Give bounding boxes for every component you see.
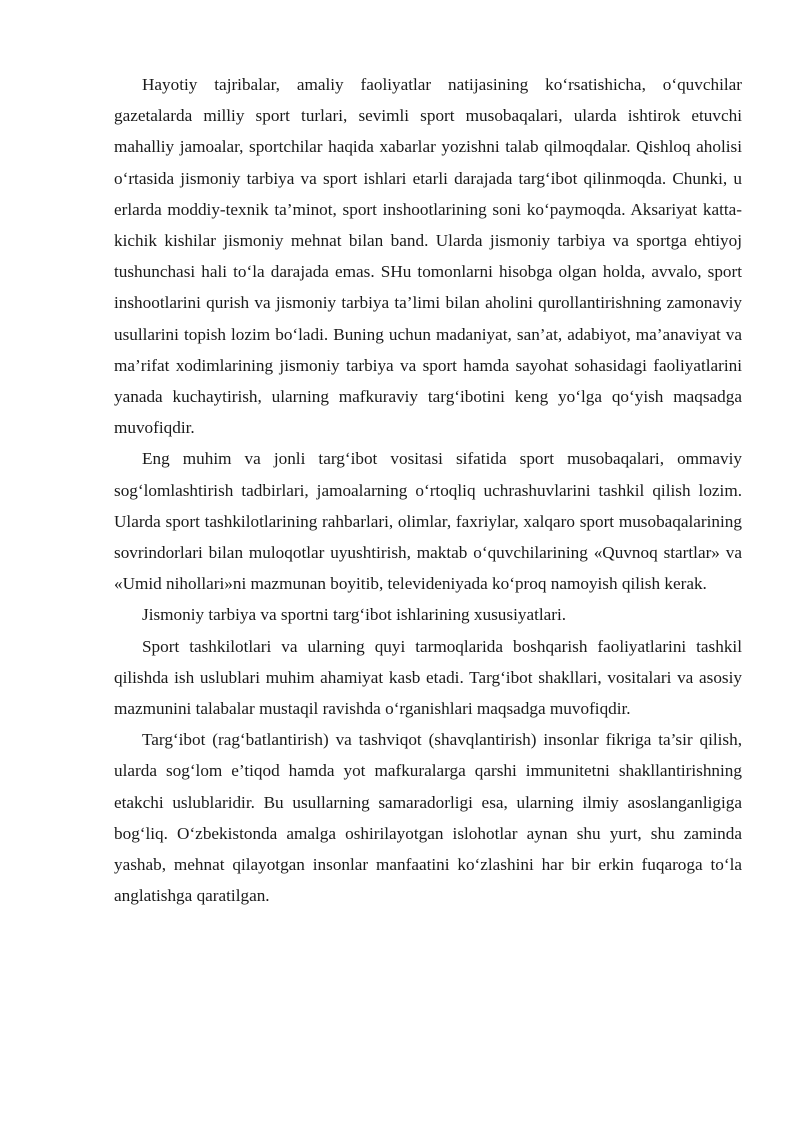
paragraph-4: Targ‘ibot (rag‘batlantirish) va tashviqot (shavqlantirish) insonlar fikriga ta’sir qilish, ularda sog‘lom e’tiqod hamda yot mafkuralarga qarshi immunitetni shakllantirishning etakchi uslublaridir. Bu usullarning samaradorligi esa, ularning ilmiy asoslanganligiga bog‘liq. O‘zbekistonda amalga oshirilayotgan islohotlar aynan shu yurt, shu zaminda yashab, mehnat qilayotgan insonlar manfaatini ko‘zlashini har bir erkin fuqaroga to‘la anglatishga qaratilgan. [114,730,742,906]
section-heading: Jismoniy tarbiya va sportni targ‘ibot ishlarining xususiyatlari. [142,605,567,625]
document-page [114,69,742,911]
paragraph-3: Sport tashkilotlari va ularning quyi tarmoqlarida boshqarish faoliyatlarini tashkil qilishda ish uslublari muhim ahamiyat kasb etadi. Targ‘ibot shakllari, vositalari va asosiy mazmunini talabalar mustaqil ravishda o‘rganishlari maqsadga muvofiqdir. [114,636,742,719]
paragraph-1: Hayotiy tajribalar, amaliy faoliyatlar natijasining ko‘rsatishicha, o‘quvchilar gazetalarda milliy sport turlari, sevimli sport musobaqalari, ularda ishtirok etuvchi mahalliy jamoalar, sportchilar haqida xabarlar yozishni talab qilmoqdalar. Qishloq aholisi o‘rtasida jismoniy tarbiya va sport ishlari etarli darajada targ‘ibot qilinmoqda. Chunki, u erlarda moddiy-texnik ta’minot, sport inshootlarining soni ko‘paymoqda. Aksariyat katta-kichik kishilar jismoniy mehnat bilan band. Ularda jismoniy tarbiya va sportga ehtiyoj tushunchasi hali to‘la darajada emas. SHu tomonlarni hisobga olgan holda, avvalo, sport inshootlarini qurish va jismoniy tarbiya ta’limi bilan aholini qurollantirishning zamonaviy usullarini topish lozim bo‘ladi. Buning uchun madaniyat, san’at, adabiyot, ma’anaviyat va ma’rifat xodimlarining jismoniy tarbiya va sport hamda sayohat sohasidagi faoliyatlarini yanada kuchaytirish, ularning mafkuraviy targ‘ibotini keng yo‘lga qo‘yish maqsadga muvofiqdir. [114,75,742,438]
paragraph-2: Eng muhim va jonli targ‘ibot vositasi sifatida sport musobaqalari, ommaviy sog‘lomlashtirish tadbirlari, jamoalarning o‘rtoqliq uchrashuvlarini tashkil qilish lozim. Ularda sport tashkilotlarining rahbarlari, olimlar, faxriylar, xalqaro sport musobaqalarining sovrindorlari bilan muloqotlar uyushtirish, maktab o‘quvchilarining «Quvnoq startlar» va «Umid nihollari»ni mazmunan boyitib, televideniyada ko‘proq namoyish qilish kerak. [114,449,742,594]
